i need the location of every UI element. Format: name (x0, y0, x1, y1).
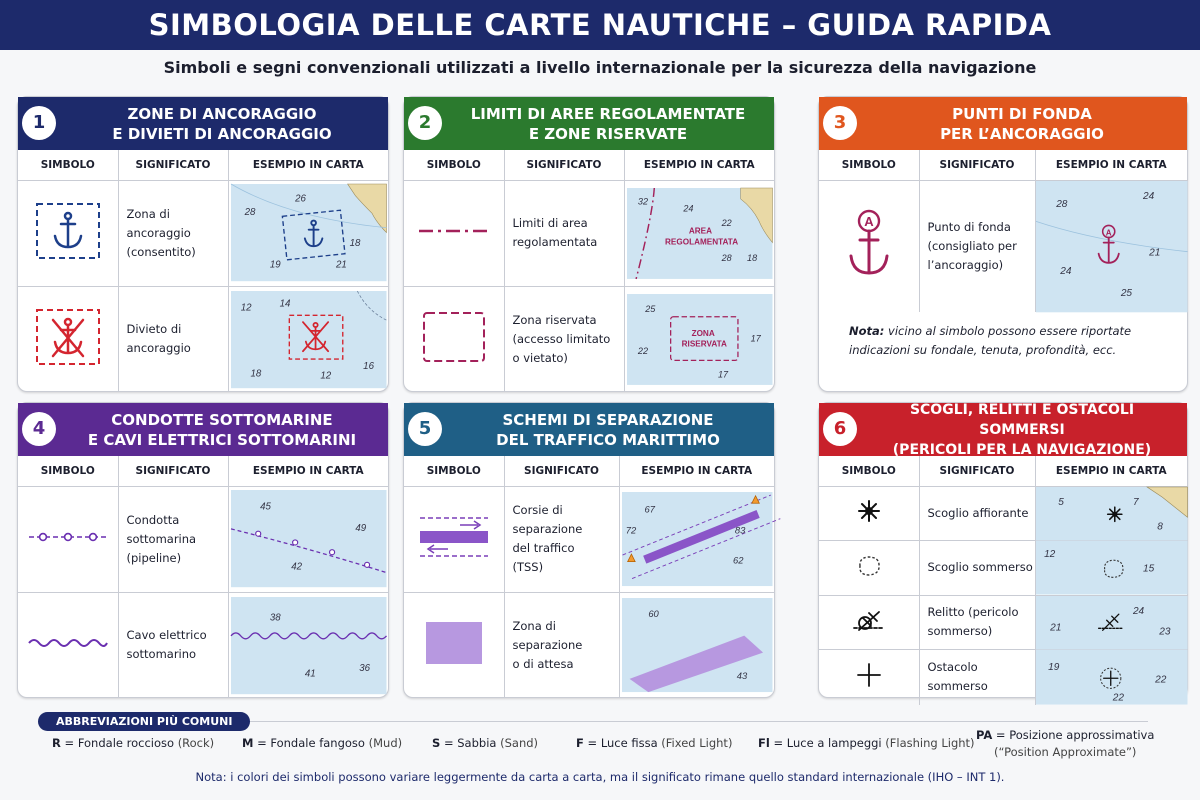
separation-zone-icon (424, 618, 484, 668)
panel-title: ZONE DI ANCORAGGIO E DIVIETI DI ANCORAGGIO (112, 104, 332, 143)
meaning-text: Scoglio sommerso (919, 541, 1035, 596)
meaning-text: Limiti di area regolamentata (504, 180, 624, 286)
depth-sounding: 22 (637, 345, 648, 356)
depth-sounding: 19 (269, 259, 281, 271)
panel-header (404, 97, 774, 150)
depth-sounding: 19 (1047, 662, 1059, 674)
depth-sounding: 17 (717, 369, 728, 380)
abbr-english: (Mud) (368, 736, 403, 750)
meaning-text: Zona di separazione o di attesa (504, 592, 619, 698)
table-row (404, 286, 774, 392)
col-symbol: SIMBOLO (404, 456, 504, 486)
anchor-dashed-box-icon (33, 200, 103, 262)
panel-header (404, 403, 774, 456)
abbreviation-item: M = Fondale fangoso (Mud) (242, 736, 403, 750)
chart-example-map (1036, 541, 1188, 595)
depth-sounding: 5 (1057, 496, 1064, 508)
depth-sounding: 8 (1156, 520, 1163, 532)
depth-sounding: 42 (290, 562, 302, 574)
anchor-marker-letter: A (864, 214, 874, 230)
table-row (18, 592, 388, 698)
chart-example-map (627, 294, 773, 385)
col-meaning: SIGNIFICATO (118, 150, 228, 180)
chart-example-map (231, 184, 387, 281)
meaning-text: Corsie di separazione del traffico (TSS) (504, 486, 619, 592)
panel-note (819, 312, 1187, 360)
depth-sounding: 38 (269, 611, 281, 623)
col-meaning: SIGNIFICATO (919, 456, 1035, 486)
abbr-meaning: Luce a lampeggi (786, 736, 882, 750)
col-example: ESEMPIO IN CARTA (1035, 456, 1187, 486)
col-example: ESEMPIO IN CARTA (228, 456, 388, 486)
col-example: ESEMPIO IN CARTA (228, 150, 388, 180)
col-symbol: SIMBOLO (819, 150, 919, 180)
page-subtitle: Simboli e segni convenzionali utilizzati a livello internazionale per la sicurezza della navigazione (163, 58, 1037, 77)
chart-example-map (231, 291, 387, 388)
panel-number: 1 (22, 106, 56, 140)
area-label-line: REGOLAMENTATA (664, 236, 738, 246)
abbr-meaning: Fondale fangoso (270, 736, 365, 750)
depth-sounding: 21 (1049, 621, 1061, 633)
chart-example-map (1036, 650, 1188, 705)
abbr-english: (“Position Approximate”) (993, 745, 1137, 759)
depth-sounding: 43 (736, 670, 747, 682)
depth-sounding: 12 (240, 302, 252, 314)
col-meaning: SIGNIFICATO (919, 150, 1035, 180)
col-meaning: SIGNIFICATO (504, 456, 619, 486)
depth-sounding: 12 (319, 370, 331, 382)
meaning-text: Scoglio affiorante (919, 486, 1035, 541)
depth-sounding: 83 (734, 524, 745, 536)
depth-sounding: 15 (1142, 563, 1154, 575)
panel-number: 5 (408, 412, 442, 446)
meaning-text: Punto di fonda (consigliato per l’ancoraggio) (919, 180, 1035, 312)
zone-label-line: RISERVATA (681, 339, 727, 349)
col-example: ESEMPIO IN CARTA (619, 456, 774, 486)
depth-sounding: 28 (721, 252, 732, 263)
abbr-english: (Fixed Light) (661, 736, 733, 750)
table-row (404, 592, 774, 698)
meaning-text: Ostacolo sommerso (919, 650, 1035, 705)
panel-header (18, 403, 388, 456)
note-text: vicino al simbolo possono essere riportate indicazioni su fondale, tenuta, profondità, ecc. (849, 323, 1132, 357)
meaning-text: Cavo elettrico sottomarino (118, 592, 228, 698)
panel-title: SCOGLI, RELITTI E OSTACOLI SOMMERSI (PERICOLI PER LA NAVIGAZIONE) (892, 401, 1152, 458)
depth-sounding: 28 (1055, 198, 1067, 210)
col-meaning: SIGNIFICATO (118, 456, 228, 486)
panel-pipelines-cables (17, 402, 389, 698)
abbr-english: (Rock) (177, 736, 215, 750)
table-row (819, 541, 1187, 596)
table-row (819, 486, 1187, 541)
cable-icon (27, 633, 109, 653)
table-row (404, 486, 774, 592)
panel-number: 2 (408, 106, 442, 140)
depth-sounding: 22 (1154, 674, 1166, 686)
abbreviations-heading: ABBREVIAZIONI PIÙ COMUNI (38, 712, 250, 731)
panel-header (819, 97, 1187, 150)
no-anchor-icon (33, 306, 103, 368)
abbreviation-item: S = Sabbia (Sand) (432, 736, 539, 750)
svg-text:A: A (1105, 228, 1112, 238)
depth-sounding: 32 (637, 195, 648, 206)
depth-sounding: 62 (732, 554, 743, 566)
abbr-code: S (432, 736, 441, 750)
panel-title: CONDOTTE SOTTOMARINE E CAVI ELETTRICI SOTTOMARINI (87, 410, 357, 449)
obstruction-icon (855, 661, 883, 689)
pipeline-icon (27, 527, 109, 547)
abbr-meaning: Luce fissa (600, 736, 658, 750)
panel-title: LIMITI DI AREE REGOLAMENTATE E ZONE RISERVATE (470, 104, 746, 143)
panel-regulated-areas (403, 96, 775, 392)
abbreviation-item: PA = Posizione approssimativa (“Position Approximate”) (976, 728, 1155, 759)
depth-sounding: 36 (358, 662, 370, 674)
abbr-code: M (242, 736, 254, 750)
table-row (404, 180, 774, 286)
depth-sounding: 28 (244, 207, 255, 219)
col-symbol: SIMBOLO (18, 456, 118, 486)
title-bar (0, 0, 1200, 50)
chart-example-map (627, 188, 773, 279)
symbol-table (18, 456, 388, 698)
depth-sounding: 49 (354, 523, 366, 535)
col-example: ESEMPIO IN CARTA (624, 150, 774, 180)
depth-sounding: 67 (644, 503, 655, 515)
depth-sounding: 18 (249, 368, 261, 380)
depth-sounding: 25 (644, 303, 655, 314)
depth-sounding: 24 (1142, 190, 1154, 202)
depth-sounding: 22 (721, 217, 732, 228)
panel-number: 4 (22, 412, 56, 446)
chart-example-map (622, 492, 773, 586)
chart-example-map (231, 490, 387, 587)
depth-sounding: 72 (625, 524, 636, 536)
col-symbol: SIMBOLO (819, 456, 919, 486)
depth-sounding: 24 (1059, 265, 1071, 277)
depth-sounding: 26 (294, 193, 306, 205)
panel-title: PUNTI DI FONDA PER L’ANCORAGGIO (940, 104, 1104, 143)
table-row (18, 286, 388, 392)
symbol-table (819, 150, 1187, 312)
symbol-table (819, 456, 1187, 705)
submerged-rock-icon (854, 553, 884, 579)
table-row (819, 595, 1187, 650)
page-title: SIMBOLOGIA DELLE CARTE NAUTICHE – GUIDA RAPIDA (148, 8, 1052, 42)
panel-number: 6 (823, 412, 857, 446)
depth-sounding: 60 (647, 608, 659, 620)
abbr-meaning: Sabbia (457, 736, 497, 750)
depth-sounding: 24 (1132, 605, 1144, 617)
table-row (819, 650, 1187, 705)
table-row (18, 180, 388, 286)
depth-sounding: 24 (682, 203, 693, 214)
meaning-text: Relitto (pericolo sommerso) (919, 595, 1035, 650)
chart-example-map (622, 598, 773, 692)
abbreviation-item: F = Luce fissa (Fixed Light) (576, 736, 733, 750)
traffic-lanes-icon (416, 508, 492, 566)
abbr-english: (Flashing Light) (885, 736, 975, 750)
panel-header (819, 403, 1187, 456)
depth-sounding: 14 (279, 298, 290, 310)
abbr-english: (Sand) (500, 736, 539, 750)
panel-title: SCHEMI DI SEPARAZIONE DEL TRAFFICO MARITTIMO (496, 410, 720, 449)
panel-traffic-separation (403, 402, 775, 698)
symbol-table (18, 150, 388, 392)
symbol-table (404, 150, 774, 392)
depth-sounding: 18 (746, 252, 757, 263)
abbr-meaning: Posizione approssimativa (1009, 728, 1155, 742)
depth-sounding: 25 (1120, 287, 1132, 299)
chart-example-map (1036, 487, 1188, 541)
panel-anchor-points (818, 96, 1188, 392)
rock-awash-icon (856, 498, 882, 524)
depth-sounding: 21 (335, 259, 347, 271)
wreck-icon (851, 606, 887, 634)
chart-example-map (1036, 181, 1188, 312)
depth-sounding: 45 (259, 501, 271, 513)
meaning-text: Zona riservata (accesso limitato o vietato) (504, 286, 624, 392)
depth-sounding: 7 (1132, 496, 1139, 508)
col-meaning: SIGNIFICATO (504, 150, 624, 180)
chart-example-map (231, 597, 387, 694)
abbreviations-section (38, 712, 1188, 764)
depth-sounding: 23 (1158, 625, 1170, 637)
meaning-text: Condotta sottomarina (pipeline) (118, 486, 228, 592)
abbreviation-item: R = Fondale roccioso (Rock) (52, 736, 215, 750)
chart-example-map (1036, 596, 1188, 650)
depth-sounding: 41 (304, 668, 316, 680)
table-row (18, 486, 388, 592)
depth-sounding: 22 (1112, 692, 1124, 704)
abbr-code: F (576, 736, 584, 750)
meaning-text: Divieto di ancoraggio (118, 286, 228, 392)
panel-hazards (818, 401, 1188, 704)
abbreviation-item: Fl = Luce a lampeggi (Flashing Light) (758, 736, 975, 750)
reserved-zone-icon (419, 308, 489, 366)
col-symbol: SIMBOLO (18, 150, 118, 180)
abbr-meaning: Fondale roccioso (77, 736, 175, 750)
depth-sounding: 12 (1043, 549, 1055, 561)
symbol-table (404, 456, 774, 698)
depth-sounding: 18 (349, 238, 360, 250)
depth-sounding: 16 (362, 360, 374, 372)
col-symbol: SIMBOLO (404, 150, 504, 180)
col-example: ESEMPIO IN CARTA (1035, 150, 1187, 180)
meaning-text: Zona di ancoraggio (consentito) (118, 180, 228, 286)
abbr-code: Fl (758, 736, 770, 750)
abbr-code: PA (976, 728, 993, 742)
depth-sounding: 17 (750, 333, 761, 344)
panel-number: 3 (823, 106, 857, 140)
anchor-point-icon (839, 208, 899, 280)
depth-sounding: 21 (1148, 247, 1160, 259)
abbr-code: R (52, 736, 61, 750)
zone-label-line: ZONA (691, 328, 715, 338)
footnote: Nota: i colori dei simboli possono variare leggermente da carta a carta, ma il significato rimane quello standard internazionale (IHO – INT 1). (195, 770, 1005, 784)
note-label: Nota: (849, 323, 885, 338)
dash-dot-line-icon (417, 221, 491, 241)
area-label-line: AREA (688, 226, 712, 235)
table-row (819, 180, 1187, 312)
panel-anchorage-zones (17, 96, 389, 392)
panel-header (18, 97, 388, 150)
